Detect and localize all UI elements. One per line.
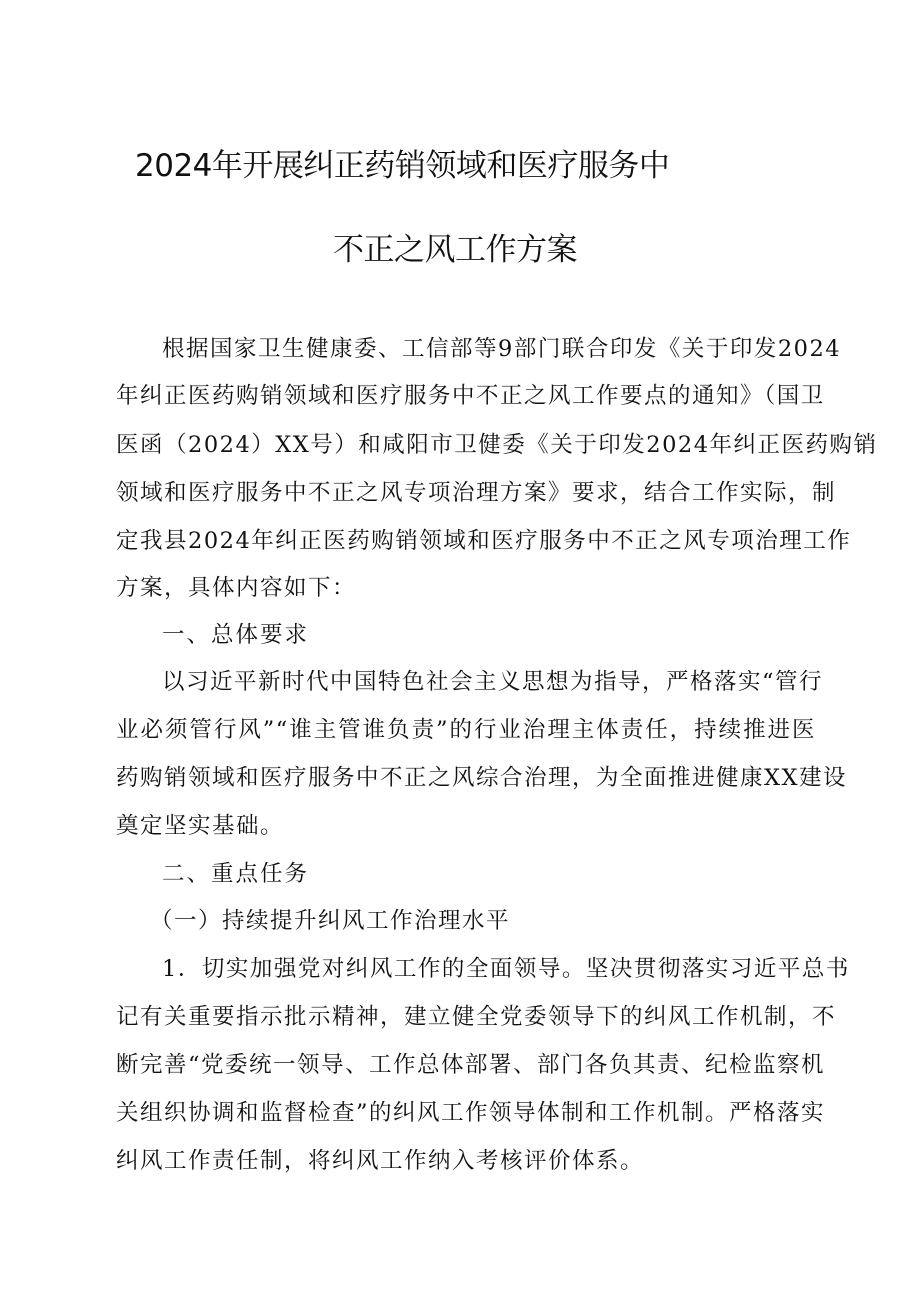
item1-line-5: 纠风工作责任制，将纠风工作纳入考核评价体系。 [116,1148,645,1174]
intro-line-3: 医函（2024）XX号）和咸阳市卫健委《关于印发2024年纠正医药购销 [116,432,878,458]
intro-line-1: 根据国家卫生健康委、工信部等9部门联合印发《关于印发2024 [162,336,842,362]
section1-line-1: 以习近平新时代中国特色社会主义思想为指导，严格落实“管行 [162,669,824,695]
section1-line-2: 业必须管行风”“谁主管谁负责”的行业治理主体责任，持续推进医 [116,717,816,743]
section-heading-general-requirements: 一、总体要求 [162,622,310,648]
intro-line-5: 定我县2024年纠正医药购销领域和医疗服务中不正之风专项治理工作 [116,528,852,554]
intro-line-4: 领域和医疗服务中不正之风专项治理方案》要求，结合工作实际，制 [116,480,837,506]
document-title-line-2: 不正之风工作方案 [333,232,577,268]
intro-line-2: 年纠正医药购销领域和医疗服务中不正之风工作要点的通知》（国卫 [116,383,825,409]
item1-line-2: 记有关重要指示批示精神，建立健全党委领导下的纠风工作机制，不 [116,1004,837,1030]
intro-line-6: 方案，具体内容如下： [116,575,357,601]
subsection-heading-1: （一）持续提升纠风工作治理水平 [150,908,511,934]
section1-line-3: 药购销领域和医疗服务中不正之风综合治理，为全面推进健康XX建设 [116,765,848,791]
item1-line-1: 1．切实加强党对纠风工作的全面领导。坚决贯彻落实习近平总书 [162,956,850,982]
section-heading-key-tasks: 二、重点任务 [162,861,310,887]
item1-line-3: 断完善“党委统一领导、工作总体部署、部门各负其责、纪检监察机 [116,1052,826,1078]
item1-line-4: 关组织协调和监督检查”的纠风工作领导体制和工作机制。严格落实 [116,1100,826,1126]
document-title-line-1: 2024年开展纠正药销领域和医疗服务中 [135,148,670,184]
section1-line-4: 奠定坚实基础。 [116,813,285,839]
